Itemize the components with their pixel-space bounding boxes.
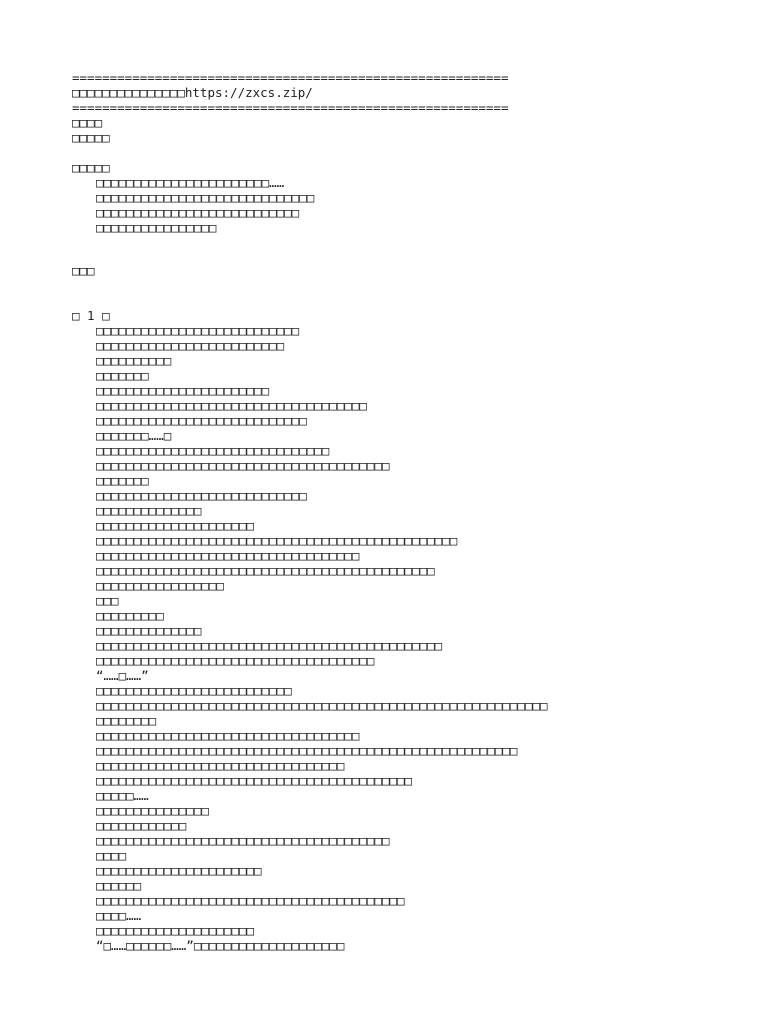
chapter-paragraph: □□□□□□□□□□□□□□□□□□□□□□□□□□□□□□□□□□□□□□□□□□□□□□□□□□□□□□□□ bbox=[96, 743, 518, 758]
chapter-paragraph: □□□□□□□□□ bbox=[96, 608, 164, 623]
section-title: □□□ bbox=[72, 263, 95, 278]
chapter-paragraph: □□□□□□□□□□□□□□ bbox=[96, 503, 202, 518]
intro-line: □□□□□□□□□□□□□□□□□□□□□□□□□□□□□ bbox=[96, 190, 315, 205]
chapter-paragraph: □□□□□□□□ bbox=[96, 713, 157, 728]
chapter-paragraph: □□□□…… bbox=[96, 908, 142, 923]
chapter-paragraph: □□□□□□□□□□□□□□□□□□□□□□□□□□□□ bbox=[96, 488, 307, 503]
chapter-paragraph: □□□□□□□□□□□□□□□□□□□□□ bbox=[96, 923, 255, 938]
site-line: □□□□□□□□□□□□□□□https://zxcs.zip/ bbox=[72, 85, 313, 100]
chapter-paragraph: □□□□□□□……□ bbox=[96, 428, 172, 443]
chapter-paragraph: □□□□□□□□□□□□□□□□□□□□□□ bbox=[96, 863, 262, 878]
chapter-paragraph: □□□□□□□□□□□□□□□□□□□□□□□□□□□□ bbox=[96, 413, 307, 428]
chapter-paragraph: □□□ bbox=[96, 593, 119, 608]
header-rule-top: ========================================================== bbox=[72, 70, 509, 85]
chapter-paragraph: □□□□□□□□□□□□□□□□□□□□□□□□□□□□□□□□□□□□□ bbox=[96, 653, 375, 668]
chapter-paragraph: □□□□□□ bbox=[96, 878, 142, 893]
chapter-paragraph: □□□□ bbox=[96, 848, 127, 863]
chapter-paragraph: □□□□□□□□□□ bbox=[96, 353, 172, 368]
chapter-paragraph: □□□□□□□□□□□□□□□□□□□□□□□□□□□ bbox=[96, 323, 300, 338]
document-page bbox=[72, 70, 722, 953]
chapter-paragraph: “……□……” bbox=[96, 668, 149, 683]
chapter-title: □ 1 □ bbox=[72, 308, 110, 323]
intro-line: □□□□□□□□□□□□□□□□ bbox=[96, 220, 217, 235]
chapter-paragraph: □□□□□□□□□□□□□□□□□□□□□□□□□□□□□□□□□□□ bbox=[96, 548, 360, 563]
chapter-paragraph: □□□□□…… bbox=[96, 788, 149, 803]
chapter-paragraph: □□□□□□□□□□□□□□□□□□□□□□□ bbox=[96, 383, 270, 398]
chapter-paragraph: □□□□□□□ bbox=[96, 473, 149, 488]
intro-heading: □□□□□ bbox=[72, 160, 110, 175]
chapter-paragraph: □□□□□□□□□□□□ bbox=[96, 818, 187, 833]
chapter-paragraph: □□□□□□□□□□□□□□□□□□□□□□□□□□□□□□□□□ bbox=[96, 758, 345, 773]
chapter-paragraph: □□□□□□□□□□□□□□□□□□□□□□□□□□□□□□□□□□□□□□□ bbox=[96, 458, 390, 473]
chapter-paragraph: □□□□□□□□□□□□□□□□□□□□□□□□□ bbox=[96, 338, 285, 353]
chapter-paragraph: □□□□□□□ bbox=[96, 368, 149, 383]
chapter-paragraph: □□□□□□□□□□□□□□□□□ bbox=[96, 578, 224, 593]
chapter-paragraph: □□□□□□□□□□□□□□□□□□□□□□□□□□□□□□□□□□□□□□□ bbox=[96, 833, 390, 848]
chapter-body bbox=[72, 323, 722, 953]
intro-line: □□□□□□□□□□□□□□□□□□□□□□□…… bbox=[96, 175, 285, 190]
chapter-paragraph: □□□□□□□□□□□□□□□ bbox=[96, 803, 209, 818]
intro-body bbox=[72, 175, 722, 235]
header-rule-bottom: ========================================================== bbox=[72, 100, 509, 115]
chapter-paragraph: □□□□□□□□□□□□□□□□□□□□□□□□□□□□□□□□□□□□□□□□□□□□□□□□□□□□□□□□□□□□ bbox=[96, 698, 548, 713]
chapter-paragraph: □□□□□□□□□□□□□□□□□□□□□□□□□□□□□□□□□□□□□□□□□□ bbox=[96, 773, 413, 788]
chapter-paragraph: □□□□□□□□□□□□□□□□□□□□□□□□□□□□□□□□□□□□□□□□□□□□□□□□ bbox=[96, 533, 458, 548]
meta-line-1: □□□□ bbox=[72, 115, 103, 130]
chapter-paragraph: □□□□□□□□□□□□□□□□□□□□□□□□□□□□□□□□□□□□□□□□□□□□□□ bbox=[96, 638, 443, 653]
chapter-paragraph: □□□□□□□□□□□□□□□□□□□□□□□□□□ bbox=[96, 683, 292, 698]
chapter-paragraph: “□……□□□□□□……”□□□□□□□□□□□□□□□□□□□□ bbox=[96, 938, 345, 953]
chapter-paragraph: □□□□□□□□□□□□□□□□□□□□□□□□□□□□□□□ bbox=[96, 443, 330, 458]
intro-line: □□□□□□□□□□□□□□□□□□□□□□□□□□□ bbox=[96, 205, 300, 220]
chapter-paragraph: □□□□□□□□□□□□□□ bbox=[96, 623, 202, 638]
chapter-paragraph: □□□□□□□□□□□□□□□□□□□□□□□□□□□□□□□□□□□ bbox=[96, 728, 360, 743]
chapter-paragraph: □□□□□□□□□□□□□□□□□□□□□ bbox=[96, 518, 255, 533]
meta-line-2: □□□□□ bbox=[72, 130, 110, 145]
chapter-paragraph: □□□□□□□□□□□□□□□□□□□□□□□□□□□□□□□□□□□□ bbox=[96, 398, 367, 413]
chapter-paragraph: □□□□□□□□□□□□□□□□□□□□□□□□□□□□□□□□□□□□□□□□□□□□□ bbox=[96, 563, 435, 578]
chapter-paragraph: □□□□□□□□□□□□□□□□□□□□□□□□□□□□□□□□□□□□□□□□□ bbox=[96, 893, 405, 908]
